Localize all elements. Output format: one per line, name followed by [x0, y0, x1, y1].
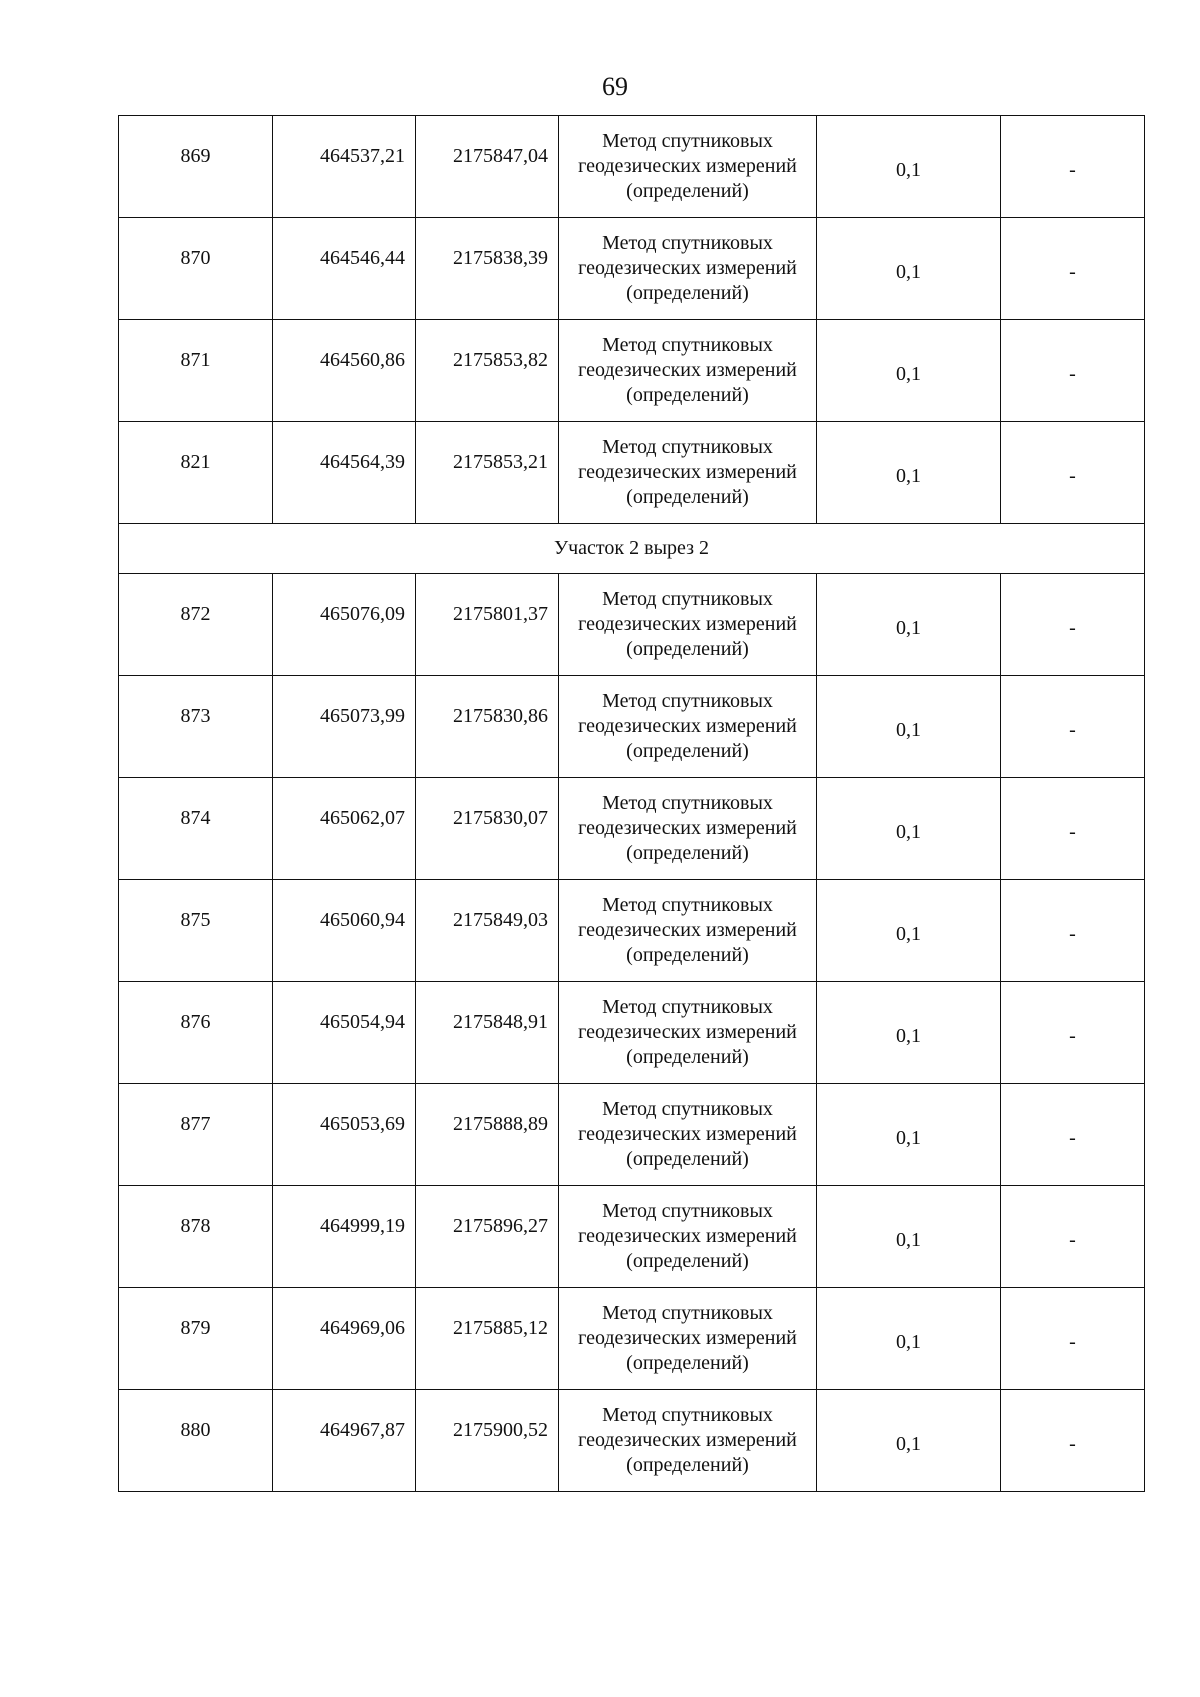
accuracy-cell [817, 1288, 1001, 1390]
table-row [119, 1084, 1145, 1186]
note-text: - [1069, 465, 1076, 487]
method-cell [559, 116, 817, 218]
y-coordinate-cell [416, 676, 559, 778]
coordinates-table [118, 115, 1145, 1492]
point-number-cell [119, 218, 273, 320]
accuracy-text: 0,1 [896, 1433, 921, 1455]
accuracy-cell [817, 574, 1001, 676]
point-number-cell [119, 982, 273, 1084]
x-coordinate-cell [273, 116, 416, 218]
note-text: - [1069, 617, 1076, 639]
accuracy-text: 0,1 [896, 1229, 921, 1251]
x-coordinate-cell [273, 1084, 416, 1186]
x-coordinate-text: 464560,86 [320, 349, 405, 371]
x-coordinate-cell [273, 1186, 416, 1288]
y-coordinate-cell [416, 1390, 559, 1492]
table-row [119, 982, 1145, 1084]
note-cell [1001, 320, 1145, 422]
y-coordinate-text: 2175900,52 [453, 1419, 548, 1441]
y-coordinate-text: 2175838,39 [453, 247, 548, 269]
note-cell [1001, 778, 1145, 880]
y-coordinate-text: 2175848,91 [453, 1011, 548, 1033]
point-number-text: 876 [180, 1011, 211, 1033]
y-coordinate-cell [416, 574, 559, 676]
x-coordinate-cell [273, 982, 416, 1084]
accuracy-cell [817, 1186, 1001, 1288]
accuracy-cell [817, 676, 1001, 778]
table-row [119, 574, 1145, 676]
point-number-text: 877 [180, 1113, 211, 1135]
method-text-line: Метод спутниковых [602, 436, 773, 458]
accuracy-text: 0,1 [896, 363, 921, 385]
x-coordinate-cell [273, 676, 416, 778]
method-text-line: (определений) [626, 740, 749, 762]
y-coordinate-cell [416, 1084, 559, 1186]
point-number-cell [119, 574, 273, 676]
method-text-line: Метод спутниковых [602, 690, 773, 712]
method-text-line: геодезических измерений [578, 1021, 797, 1043]
note-text: - [1069, 1127, 1076, 1149]
method-text-line: геодезических измерений [578, 1327, 797, 1349]
method-text-line: Метод спутниковых [602, 1302, 773, 1324]
method-text-line: (определений) [626, 1148, 749, 1170]
note-text: - [1069, 1025, 1076, 1047]
note-cell [1001, 422, 1145, 524]
accuracy-text: 0,1 [896, 923, 921, 945]
point-number-cell [119, 116, 273, 218]
method-cell [559, 1288, 817, 1390]
method-text-line: (определений) [626, 1250, 749, 1272]
point-number-text: 873 [180, 705, 211, 727]
y-coordinate-cell [416, 880, 559, 982]
table-row [119, 1186, 1145, 1288]
x-coordinate-cell [273, 1390, 416, 1492]
point-number-cell [119, 320, 273, 422]
y-coordinate-cell [416, 1288, 559, 1390]
note-cell [1001, 982, 1145, 1084]
note-cell [1001, 218, 1145, 320]
x-coordinate-text: 465062,07 [320, 807, 405, 829]
table-row [119, 320, 1145, 422]
x-coordinate-cell [273, 778, 416, 880]
table-row [119, 1288, 1145, 1390]
method-text-line: (определений) [626, 282, 749, 304]
x-coordinate-text: 464537,21 [320, 145, 405, 167]
note-cell [1001, 1390, 1145, 1492]
section-header-row [119, 524, 1145, 574]
x-coordinate-text: 464564,39 [320, 451, 405, 473]
y-coordinate-text: 2175853,82 [453, 349, 548, 371]
accuracy-cell [817, 982, 1001, 1084]
y-coordinate-text: 2175849,03 [453, 909, 548, 931]
y-coordinate-cell [416, 320, 559, 422]
note-text: - [1069, 821, 1076, 843]
y-coordinate-text: 2175847,04 [453, 145, 548, 167]
note-text: - [1069, 363, 1076, 385]
point-number-text: 821 [180, 451, 211, 473]
point-number-text: 875 [180, 909, 211, 931]
method-cell [559, 676, 817, 778]
x-coordinate-text: 464546,44 [320, 247, 405, 269]
table-row [119, 116, 1145, 218]
method-text-line: Метод спутниковых [602, 996, 773, 1018]
x-coordinate-text: 464967,87 [320, 1419, 405, 1441]
y-coordinate-cell [416, 422, 559, 524]
note-cell [1001, 1186, 1145, 1288]
point-number-cell [119, 422, 273, 524]
method-text-line: Метод спутниковых [602, 1200, 773, 1222]
x-coordinate-text: 465076,09 [320, 603, 405, 625]
method-text-line: Метод спутниковых [602, 1098, 773, 1120]
note-text: - [1069, 719, 1076, 741]
note-text: - [1069, 159, 1076, 181]
method-text-line: Метод спутниковых [602, 588, 773, 610]
y-coordinate-cell [416, 778, 559, 880]
method-text-line: геодезических измерений [578, 613, 797, 635]
table-row [119, 676, 1145, 778]
method-text-line: геодезических измерений [578, 461, 797, 483]
table-row [119, 422, 1145, 524]
point-number-text: 871 [180, 349, 211, 371]
note-text: - [1069, 1229, 1076, 1251]
x-coordinate-text: 464999,19 [320, 1215, 405, 1237]
method-text-line: геодезических измерений [578, 1123, 797, 1145]
method-text-line: (определений) [626, 1352, 749, 1374]
note-cell [1001, 116, 1145, 218]
note-text: - [1069, 261, 1076, 283]
method-text-line: Метод спутниковых [602, 334, 773, 356]
point-number-cell [119, 778, 273, 880]
note-cell [1001, 1288, 1145, 1390]
x-coordinate-text: 465073,99 [320, 705, 405, 727]
accuracy-text: 0,1 [896, 617, 921, 639]
note-cell [1001, 676, 1145, 778]
point-number-cell [119, 880, 273, 982]
accuracy-text: 0,1 [896, 1331, 921, 1353]
method-text-line: геодезических измерений [578, 155, 797, 177]
section-label: Участок 2 вырез 2 [119, 524, 1145, 574]
method-text-line: геодезических измерений [578, 715, 797, 737]
x-coordinate-cell [273, 1288, 416, 1390]
accuracy-text: 0,1 [896, 821, 921, 843]
method-text-line: Метод спутниковых [602, 232, 773, 254]
y-coordinate-text: 2175801,37 [453, 603, 548, 625]
method-cell [559, 778, 817, 880]
x-coordinate-cell [273, 880, 416, 982]
method-text-line: Метод спутниковых [602, 130, 773, 152]
method-text-line: геодезических измерений [578, 919, 797, 941]
accuracy-cell [817, 422, 1001, 524]
accuracy-cell [817, 778, 1001, 880]
method-text-line: Метод спутниковых [602, 792, 773, 814]
point-number-cell [119, 1390, 273, 1492]
table-row [119, 1390, 1145, 1492]
point-number-text: 869 [180, 145, 211, 167]
note-text: - [1069, 923, 1076, 945]
note-cell [1001, 1084, 1145, 1186]
y-coordinate-cell [416, 1186, 559, 1288]
accuracy-cell [817, 880, 1001, 982]
table-row [119, 218, 1145, 320]
note-cell [1001, 574, 1145, 676]
method-text-line: Метод спутниковых [602, 1404, 773, 1426]
point-number-text: 880 [180, 1419, 211, 1441]
method-cell [559, 574, 817, 676]
point-number-cell [119, 1186, 273, 1288]
point-number-cell [119, 676, 273, 778]
method-cell [559, 880, 817, 982]
y-coordinate-text: 2175830,86 [453, 705, 548, 727]
y-coordinate-text: 2175853,21 [453, 451, 548, 473]
y-coordinate-cell [416, 116, 559, 218]
point-number-cell [119, 1084, 273, 1186]
x-coordinate-text: 464969,06 [320, 1317, 405, 1339]
method-text-line: Метод спутниковых [602, 894, 773, 916]
method-text-line: (определений) [626, 1454, 749, 1476]
method-text-line: (определений) [626, 180, 749, 202]
y-coordinate-cell [416, 982, 559, 1084]
coordinates-table-body [119, 116, 1145, 1492]
x-coordinate-text: 465054,94 [320, 1011, 405, 1033]
table-row [119, 880, 1145, 982]
method-text-line: геодезических измерений [578, 359, 797, 381]
point-number-cell [119, 1288, 273, 1390]
accuracy-text: 0,1 [896, 261, 921, 283]
note-text: - [1069, 1331, 1076, 1353]
accuracy-text: 0,1 [896, 719, 921, 741]
accuracy-cell [817, 116, 1001, 218]
method-cell [559, 422, 817, 524]
x-coordinate-cell [273, 320, 416, 422]
accuracy-text: 0,1 [896, 1025, 921, 1047]
method-text-line: (определений) [626, 842, 749, 864]
method-text-line: (определений) [626, 384, 749, 406]
method-text-line: (определений) [626, 944, 749, 966]
x-coordinate-text: 465060,94 [320, 909, 405, 931]
accuracy-cell [817, 218, 1001, 320]
table-row [119, 778, 1145, 880]
y-coordinate-text: 2175830,07 [453, 807, 548, 829]
x-coordinate-cell [273, 422, 416, 524]
x-coordinate-cell [273, 574, 416, 676]
y-coordinate-cell [416, 218, 559, 320]
point-number-text: 878 [180, 1215, 211, 1237]
method-text-line: геодезических измерений [578, 1225, 797, 1247]
method-text-line: геодезических измерений [578, 257, 797, 279]
accuracy-cell [817, 1084, 1001, 1186]
page-number: 69 [602, 72, 628, 101]
y-coordinate-text: 2175888,89 [453, 1113, 548, 1135]
method-text-line: (определений) [626, 486, 749, 508]
method-cell [559, 982, 817, 1084]
note-text: - [1069, 1433, 1076, 1455]
method-text-line: геодезических измерений [578, 1429, 797, 1451]
method-text-line: геодезических измерений [578, 817, 797, 839]
y-coordinate-text: 2175885,12 [453, 1317, 548, 1339]
accuracy-text: 0,1 [896, 159, 921, 181]
note-cell [1001, 880, 1145, 982]
method-cell [559, 320, 817, 422]
point-number-text: 879 [180, 1317, 211, 1339]
accuracy-text: 0,1 [896, 1127, 921, 1149]
point-number-text: 874 [180, 807, 211, 829]
method-cell [559, 1186, 817, 1288]
accuracy-text: 0,1 [896, 465, 921, 487]
y-coordinate-text: 2175896,27 [453, 1215, 548, 1237]
x-coordinate-cell [273, 218, 416, 320]
method-cell [559, 1390, 817, 1492]
method-cell [559, 218, 817, 320]
method-text-line: (определений) [626, 638, 749, 660]
accuracy-cell [817, 1390, 1001, 1492]
point-number-text: 870 [180, 247, 211, 269]
method-text-line: (определений) [626, 1046, 749, 1068]
method-cell [559, 1084, 817, 1186]
x-coordinate-text: 465053,69 [320, 1113, 405, 1135]
accuracy-cell [817, 320, 1001, 422]
point-number-text: 872 [180, 603, 211, 625]
